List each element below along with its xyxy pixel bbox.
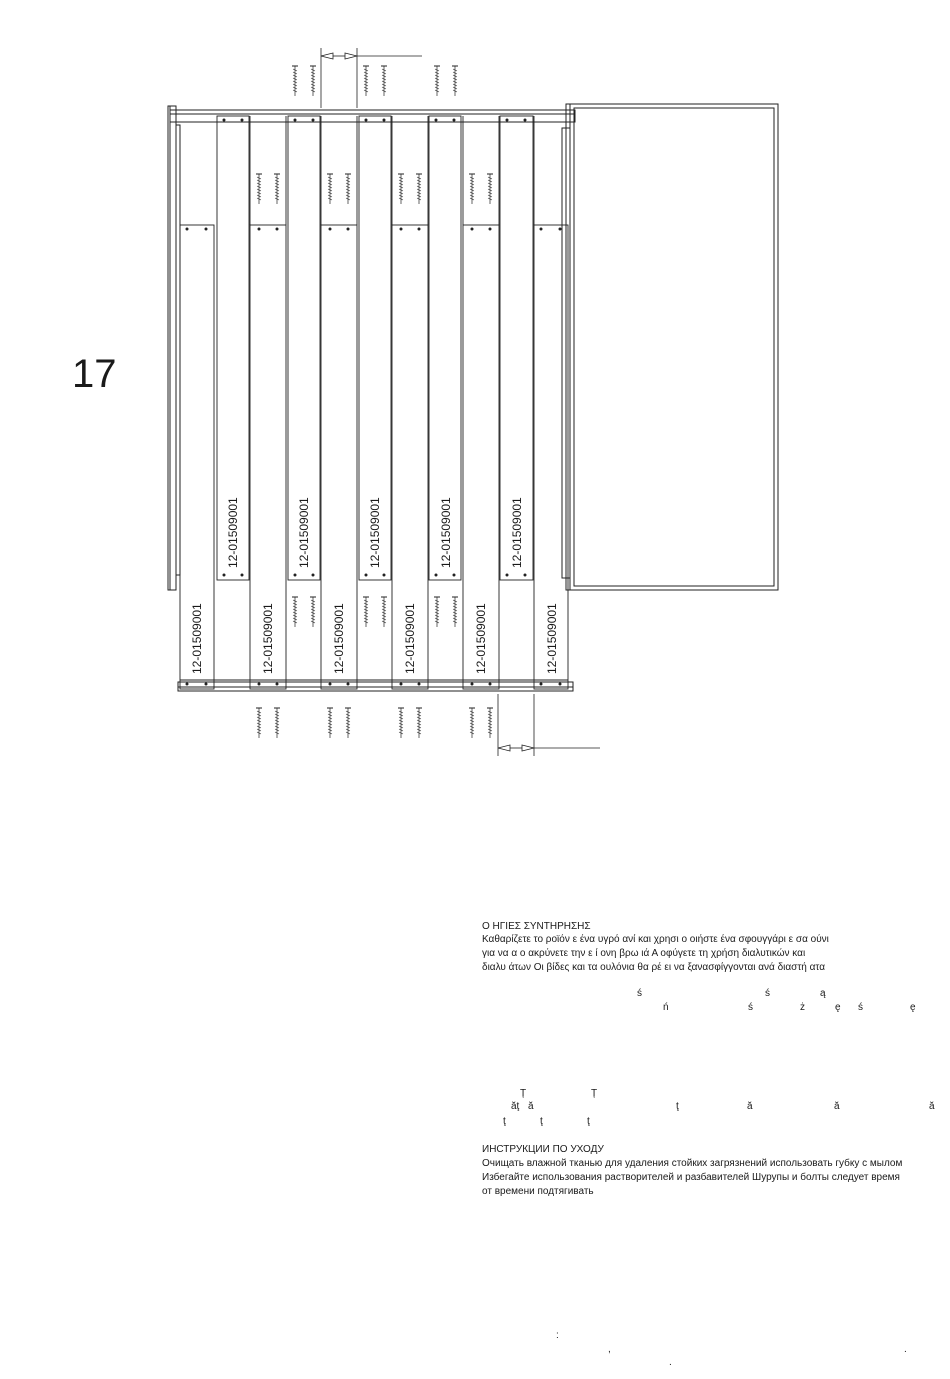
stray-glyph: ă — [747, 1101, 753, 1112]
stray-glyph: . — [669, 1357, 672, 1368]
care-line-greek: για να α ο ακρύνετε την ε ί ονη βρω ιά Α οφύγετε τη χρήση διαλυτικών και — [482, 948, 806, 959]
stray-glyph: ś — [637, 988, 642, 999]
stray-glyph: ă — [528, 1101, 534, 1112]
part-label: 12-01509001 — [403, 603, 417, 674]
part-label: 12-01509001 — [261, 603, 275, 674]
part-label: 12-01509001 — [297, 497, 311, 568]
screws — [256, 66, 493, 738]
part-label: 12-01509001 — [545, 603, 559, 674]
lower-slats — [180, 116, 568, 689]
stray-glyph: ę — [910, 1002, 916, 1013]
side-panel — [566, 104, 778, 590]
stray-glyph: Ț — [591, 1088, 598, 1099]
care-title-greek: Ο ΗΓΙΕΣ ΣΥΝΤΗΡΗΣΗΣ — [482, 921, 591, 932]
part-label: 12-01509001 — [226, 497, 240, 568]
part-label: 12-01509001 — [332, 603, 346, 674]
stray-glyph: , — [608, 1344, 611, 1355]
stray-glyph: . — [904, 1344, 907, 1355]
dowel-holes — [186, 119, 562, 686]
stray-glyph: ś — [748, 1002, 753, 1013]
stray-glyph: ă — [929, 1101, 935, 1112]
part-label: 12-01509001 — [510, 497, 524, 568]
stray-glyph: ż — [800, 1002, 805, 1013]
stray-glyph: : — [556, 1330, 559, 1341]
care-line-russian: Избегайте использования растворителей и разбавителей Шурупы и болты следует время — [482, 1172, 900, 1183]
care-title-russian: ИНСТРУКЦИИ ПО УХОДУ — [482, 1144, 604, 1155]
stray-glyph: ţ — [587, 1116, 590, 1127]
step-number: 17 — [72, 352, 117, 396]
stray-glyph: ă — [834, 1101, 840, 1112]
part-label: 12-01509001 — [368, 497, 382, 568]
stray-glyph: ś — [765, 988, 770, 999]
part-label: 12-01509001 — [474, 603, 488, 674]
stray-glyph: ţ — [503, 1116, 506, 1127]
part-label: 12-01509001 — [439, 497, 453, 568]
stray-glyph: ń — [663, 1002, 669, 1013]
care-line-russian: Очищать влажной тканью для удаления стойких загрязнений использовать губку с мылом — [482, 1158, 903, 1169]
stray-glyph: ţ — [676, 1101, 679, 1112]
stray-glyph: ţ — [540, 1116, 543, 1127]
part-labels — [190, 497, 559, 674]
care-line-greek: Καθαρίζετε το ροϊόν ε ένα υγρό ανί και χρησι ο οιήστε ένα σφουγγάρι ε σα ούνι — [482, 934, 829, 945]
care-line-greek: διαλυ άτων Οι βίδες και τα ουλόνια θα ρέ ει να ξανασφίγγονται ανά διαστή ατα — [482, 962, 825, 973]
stray-glyph: Ț — [520, 1088, 527, 1099]
care-line-russian: от времени подтягивать — [482, 1186, 594, 1197]
stray-glyph: ś — [858, 1002, 863, 1013]
part-label: 12-01509001 — [190, 603, 204, 674]
stray-glyph: ą — [820, 988, 826, 999]
frame — [168, 106, 575, 691]
stray-glyph: ę — [835, 1002, 841, 1013]
stray-glyph: ăţ — [511, 1101, 520, 1112]
